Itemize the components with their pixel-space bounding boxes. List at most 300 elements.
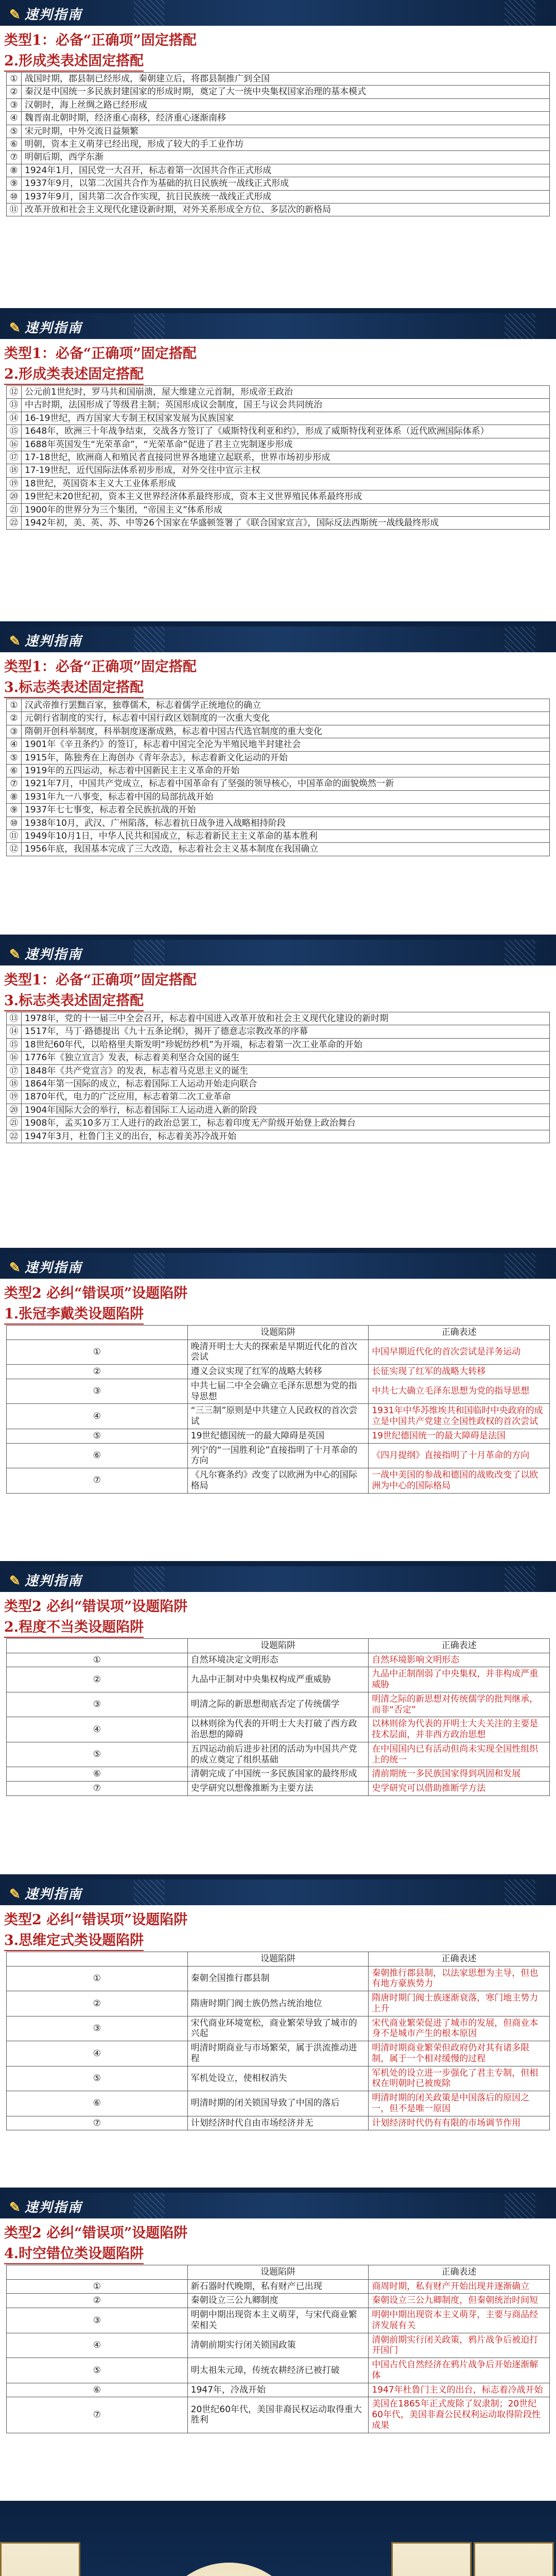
banner-deco-left: [134, 940, 165, 965]
subtitle-underline: [4, 1950, 144, 1951]
table-row: [7, 790, 550, 803]
row-text: 1648年，欧洲三十年战争结束，交战各方签订了《威斯特伐利亚和约》，形成了威斯特伐利亚体系（近代欧洲国际体系）: [22, 425, 550, 438]
row-text: 17-19世纪，近代国际法体系初步形成，对外交往中宣示主权: [22, 464, 550, 477]
table-header-row: [7, 1952, 550, 1967]
correct-cell: 《四月提纲》直接指明了十月革命的方向: [369, 1443, 550, 1468]
table-row: [7, 451, 550, 464]
trap-cell: 五四运动前后进步社团的活动为中国共产党的成立奠定了组织基础: [187, 1742, 369, 1767]
header-cell: 正确表述: [369, 1326, 550, 1340]
row-text: 改革开放和社会主义现代化建设新时期，对外关系形成全方位、多层次的新格局: [22, 203, 550, 216]
row-number: ⑮: [7, 1038, 22, 1051]
row-number: ⑦: [7, 1468, 188, 1493]
table-row: [7, 1091, 550, 1104]
row-number: ③: [7, 1692, 188, 1717]
folding-screen-right-2: [474, 2542, 554, 2576]
table-row: [7, 829, 550, 842]
correct-cell: 长征实现了红军的战略大转移: [369, 1365, 550, 1379]
correct-cell: 中共七大确立毛泽东思想为党的指导思想: [369, 1379, 550, 1403]
slide-subtitle-text: 4.时空错位类设题陷阱: [4, 2246, 144, 2262]
row-number: ⑱: [7, 464, 22, 477]
slide-subtitle: [4, 2242, 144, 2264]
banner-deco-left: [134, 313, 165, 339]
trap-cell: 《凡尔赛条约》改变了以欧洲为中心的国际格局: [187, 1468, 369, 1493]
table-row: [7, 464, 550, 477]
correct-cell: 明朝中期出现资本主义萌芽，主要与商品经济发展有关: [369, 2308, 550, 2333]
table-row: [7, 1966, 550, 1991]
correct-cell: 1931年中华苏维埃共和国临时中央政府的成立是中国共产党建立全国性政权的首次尝试: [369, 1404, 550, 1429]
banner-deco-left: [134, 1879, 165, 1905]
banner: [0, 940, 556, 965]
slide-3: [0, 626, 556, 940]
banner: [0, 1879, 556, 1905]
slide-footer-bar: [0, 2188, 556, 2193]
subtitle-underline: [4, 71, 144, 72]
row-text: 1776年《独立宣言》发表，标志着美利坚合众国的诞生: [22, 1052, 550, 1064]
row-number: ①: [7, 1966, 188, 1991]
table-row: [7, 86, 550, 98]
row-number: ⑩: [7, 817, 22, 829]
row-text: 1937年9月，国共第二次合作实现，抗日民族统一战线正式形成: [22, 190, 550, 203]
row-number: ⑮: [7, 425, 22, 438]
header-cell: 设题陷阱: [187, 1952, 369, 1967]
row-text: 明朝后期，西学东渐: [22, 151, 550, 164]
slide-4: [0, 940, 556, 1253]
fact-table: [6, 699, 550, 856]
header-cell: 正确表述: [369, 2265, 550, 2280]
correct-cell: 中国古代自然经济在鸦片战争后开始逐渐解体: [369, 2358, 550, 2383]
row-text: 魏晋南北朝时期，经济重心南移，经济重心逐渐南移: [22, 112, 550, 125]
correct-cell: 1947年杜鲁门主义的出台，标志着冷战开始: [369, 2383, 550, 2397]
row-number: ②: [7, 1991, 188, 2016]
slide-title: 类型2 必纠“错误项”设题陷阱: [4, 1599, 188, 1615]
banner-deco-left: [134, 0, 165, 26]
table-row: [7, 1025, 550, 1038]
row-text: 19世纪末20世纪初，资本主义世界经济体系最终形成，资本主义世界殖民体系最终形成: [22, 490, 550, 503]
trap-cell: 计划经济时代自由市场经济并无: [187, 2116, 369, 2130]
banner-label: 速判指南: [24, 1260, 82, 1276]
row-text: 1947年3月，杜鲁门主义的出台，标志着美苏冷战开始: [22, 1130, 550, 1143]
table-row: [7, 412, 550, 425]
row-number: ③: [7, 98, 22, 111]
row-text: 明朝，资本主义萌芽已经出现，形成了较大的手工业作坊: [22, 138, 550, 150]
row-number: ⑬: [7, 399, 22, 412]
banner-deco-right: [505, 313, 535, 339]
banner-deco-left: [134, 626, 165, 652]
trap-cell: 列宁的“一国胜利论”直接指明了十月革命的方向: [187, 1443, 369, 1468]
row-number: ⑧: [7, 164, 22, 177]
row-text: 1919年的五四运动，标志着中国新民主主义革命的开始: [22, 764, 550, 777]
trap-cell: 以林则徐为代表的开明士大夫打破了西方政治思想的障碍: [187, 1717, 369, 1742]
slide-subtitle-text: 2.程度不当类设题陷阱: [4, 1619, 144, 1635]
row-number: ⑪: [7, 829, 22, 842]
table-row: [7, 1443, 550, 1468]
banner: [0, 1253, 556, 1279]
table-row: [7, 516, 550, 529]
table-row: [7, 1012, 550, 1025]
table-row: [7, 112, 550, 125]
banner-deco-right: [505, 626, 535, 652]
trap-cell: 明朝中期出现资本主义萌芽，与宋代商业繁荣相关: [187, 2308, 369, 2333]
table-row: [7, 177, 550, 190]
row-number: ③: [7, 2016, 188, 2041]
row-number: ⑤: [7, 751, 22, 764]
header-cell: 设题陷阱: [187, 1326, 369, 1340]
banner: [0, 1566, 556, 1592]
table-row: [7, 2279, 550, 2294]
header-num: [7, 1639, 188, 1653]
table-row: [7, 777, 550, 790]
trap-cell: 1947年，冷战开始: [187, 2383, 369, 2397]
slide-subtitle: [4, 1616, 144, 1638]
banner-title: [9, 1257, 82, 1276]
trap-cell: 明清时期商业与市场繁荣，属于洪流推动进程: [187, 2041, 369, 2066]
correct-cell: 明清时期商业繁荣但政府仍对其有诸多限制，属于一个相对缓慢的过程: [369, 2041, 550, 2066]
slide-footer-bar: [0, 1874, 556, 1879]
trap-cell: 军机处设立，使相权消失: [187, 2066, 369, 2091]
slide-subtitle: [4, 676, 144, 698]
row-number: ⑰: [7, 1064, 22, 1077]
trap-cell: 明太祖朱元璋，传统农耕经济已被打破: [187, 2358, 369, 2383]
table-row: [7, 2016, 550, 2041]
slide-subtitle-text: 2.形成类表述固定搭配: [4, 53, 144, 69]
row-number: ⑥: [7, 1443, 188, 1468]
pen-icon: ✎: [9, 1887, 22, 1902]
slide-title: 类型2 必纠“错误项”设题陷阱: [4, 1285, 188, 1301]
slide-subtitle-text: 3.思维定式类设题陷阱: [4, 1933, 144, 1948]
fact-table: [6, 72, 550, 216]
banner-title: [9, 4, 82, 23]
trap-cell: 隋唐时期门阀士族仍然占统治地位: [187, 1991, 369, 2016]
table-row: [7, 1052, 550, 1064]
slide-title: 类型1：必备“正确项”固定搭配: [4, 32, 197, 48]
table-row: [7, 2308, 550, 2333]
header-cell: 设题陷阱: [187, 1639, 369, 1653]
trap-cell: 九品中正制对中央集权构成严重威胁: [187, 1667, 369, 1692]
table-row: [7, 164, 550, 177]
row-text: 1978年，党的十一届三中全会召开，标志着中国进入改革开放和社会主义现代化建设的新时期: [22, 1012, 550, 1025]
row-number: ⑦: [7, 2116, 188, 2130]
table-row: [7, 1365, 550, 1379]
row-number: ㉒: [7, 516, 22, 529]
pen-icon: ✎: [9, 634, 22, 649]
banner-deco-left: [134, 1566, 165, 1592]
row-number: ①: [7, 1340, 188, 1364]
row-number: ⑰: [7, 451, 22, 464]
subtitle-underline: [4, 1010, 144, 1011]
table-row: [7, 399, 550, 412]
table-row: [7, 1379, 550, 1403]
row-number: ④: [7, 2041, 188, 2066]
trap-cell: 20世纪60年代，美国非裔民权运动取得重大胜利: [187, 2397, 369, 2433]
banner-label: 速判指南: [24, 1573, 82, 1589]
row-number: ⑬: [7, 1012, 22, 1025]
row-number: ⑯: [7, 1052, 22, 1064]
row-text: 公元前1世纪时，罗马共和国崩溃，屋大维建立元首制，形成帝王政治: [22, 386, 550, 399]
row-number: ⑤: [7, 1429, 188, 1443]
banner-title: [9, 1570, 82, 1589]
fact-table: [6, 385, 550, 530]
correct-cell: 以林则徐为代表的开明士大夫关注的主要是技术层面，并非西方政治思想: [369, 1717, 550, 1742]
correct-cell: 在中国国内已有活动但尚未实现全国性组织上的统一: [369, 1742, 550, 1767]
row-number: ⑲: [7, 477, 22, 490]
table-row: [7, 1742, 550, 1767]
banner-deco-right: [505, 1253, 535, 1279]
header-cell: 正确表述: [369, 1952, 550, 1967]
table-row: [7, 764, 550, 777]
subtitle-underline: [4, 1637, 144, 1638]
row-number: ②: [7, 1365, 188, 1379]
row-number: ⑥: [7, 1767, 188, 1782]
header-num: [7, 1326, 188, 1340]
slide-7: [0, 1879, 556, 2193]
slide-5: [0, 1253, 556, 1566]
row-number: ㉑: [7, 503, 22, 516]
row-text: 1937年9月，以第二次国共合作为基础的抗日民族统一战线正式形成: [22, 177, 550, 190]
correct-cell: 明清之际的新思想对传统儒学的批判继承，而非“否定”: [369, 1692, 550, 1717]
table-row: [7, 2333, 550, 2358]
row-number: ②: [7, 2294, 188, 2308]
trap-cell: 秦朝设立三公九卿制度: [187, 2294, 369, 2308]
pen-icon: ✎: [9, 1260, 22, 1276]
row-number: ⑤: [7, 125, 22, 138]
pen-icon: ✎: [9, 320, 22, 336]
banner-title: [9, 317, 82, 336]
table-row: [7, 751, 550, 764]
row-number: ⑫: [7, 386, 22, 399]
trap-cell: 宋代商业环境宽松，商业繁荣导致了城市的兴起: [187, 2016, 369, 2041]
table-row: [7, 738, 550, 751]
row-number: ⑪: [7, 203, 22, 216]
row-text: 18世纪60年代，以哈格里夫斯发明“珍妮纺纱机”为开端，标志着第一次工业革命的开始: [22, 1038, 550, 1051]
slide-title: 类型2 必纠“错误项”设题陷阱: [4, 1912, 188, 1928]
row-text: 汉武帝推行罢黜百家，独尊儒术，标志着儒学正统地位的确立: [22, 699, 550, 712]
table-row: [7, 1404, 550, 1429]
row-text: 1848年《共产党宣言》的发表，标志着马克思主义的诞生: [22, 1064, 550, 1077]
trap-cell: “三三制”原则是中共建立人民政权的首次尝试: [187, 1404, 369, 1429]
slide-title: 类型1：必备“正确项”固定搭配: [4, 972, 197, 988]
slide-subtitle-text: 1.张冠李戴类设题陷阱: [4, 1306, 144, 1322]
row-text: 1870年代，电力的广泛应用，标志着第二次工业革命: [22, 1091, 550, 1104]
banner-label: 速判指南: [24, 7, 82, 23]
banner-title: [9, 1884, 82, 1903]
correct-cell: 中国早期近代化的首次尝试是洋务运动: [369, 1340, 550, 1364]
table-row: [7, 1340, 550, 1364]
row-number: ④: [7, 738, 22, 751]
row-text: 1956年底，我国基本完成了三大改造，标志着社会主义基本制度在我国确立: [22, 843, 550, 856]
banner-title: [9, 631, 82, 650]
slide-footer-bar: [0, 935, 556, 940]
pen-icon: ✎: [9, 1573, 22, 1589]
row-number: ⑳: [7, 1104, 22, 1116]
correct-cell: 军机处的设立进一步强化了君主专制，但相权在明朝时已被废除: [369, 2066, 550, 2091]
table-row: [7, 1130, 550, 1143]
table-row: [7, 477, 550, 490]
table-row: [7, 1038, 550, 1051]
header-cell: 正确表述: [369, 1639, 550, 1653]
row-number: ⑥: [7, 2091, 188, 2116]
folding-screen-left: [0, 2542, 80, 2576]
row-text: 1949年10月1日，中华人民共和国成立，标志着新民主主义革命的基本胜利: [22, 829, 550, 842]
row-text: 1937年七七事变，标志着全民族抗战的开始: [22, 804, 550, 817]
row-text: 1688年英国发生“光荣革命”，“光荣革命”促进了君主立宪制逐步形成: [22, 438, 550, 451]
correct-cell: 秦朝设立三公九卿制度，但秦朝统治时间短: [369, 2294, 550, 2308]
table-row: [7, 712, 550, 725]
row-number: ⑦: [7, 1782, 188, 1796]
table-row: [7, 1117, 550, 1130]
banner: [0, 313, 556, 339]
slide-subtitle: [4, 1929, 144, 1951]
banner: [0, 0, 556, 26]
table-row: [7, 2091, 550, 2116]
subtitle-underline: [4, 2263, 144, 2264]
row-text: 1864年第一国际的成立，标志着国际工人运动开始走向联合: [22, 1077, 550, 1090]
banner-label: 速判指南: [24, 2200, 82, 2215]
trap-table: [6, 1952, 550, 2130]
row-text: 1901年《辛丑条约》的签订，标志着中国完全沦为半殖民地半封建社会: [22, 738, 550, 751]
table-row: [7, 1991, 550, 2016]
table-row: [7, 98, 550, 111]
slide-footer-bar: [0, 308, 556, 313]
table-row: [7, 490, 550, 503]
row-number: ②: [7, 712, 22, 725]
slide-title: 类型2 必纠“错误项”设题陷阱: [4, 2225, 188, 2241]
banner-deco-right: [505, 2193, 535, 2218]
row-text: 隋朝开创科举制度，科举制度逐渐成熟，标志着中国古代选官制度的重大变化: [22, 725, 550, 738]
table-row: [7, 2397, 550, 2433]
trap-cell: 清朝前期实行闭关锁国政策: [187, 2333, 369, 2358]
row-number: ③: [7, 725, 22, 738]
row-text: 1908年，孟买10多万工人进行的政治总罢工，标志着印度无产阶级开始登上政治舞台: [22, 1117, 550, 1130]
row-number: ②: [7, 1667, 188, 1692]
slide-footer-bar: [0, 621, 556, 626]
row-number: ⑤: [7, 1742, 188, 1767]
trap-cell: 秦朝全国推行郡县制: [187, 1966, 369, 1991]
banner-deco-right: [505, 940, 535, 965]
row-text: 1924年1月，国民党一大召开，标志着第一次国共合作正式形成: [22, 164, 550, 177]
trap-cell: 明清之际的新思想彻底否定了传统儒学: [187, 1692, 369, 1717]
slide-subtitle: [4, 363, 144, 385]
header-num: [7, 2265, 188, 2280]
table-row: [7, 817, 550, 829]
table-row: [7, 503, 550, 516]
trap-cell: 清朝完成了中国统一多民族国家的最终形成: [187, 1767, 369, 1782]
row-text: 1921年7月，中国共产党成立，标志着中国革命有了坚强的领导核心，中国革命的面貌焕然一新: [22, 777, 550, 790]
row-text: 1915年，陈独秀在上海创办《青年杂志》，标志着新文化运动的开始: [22, 751, 550, 764]
row-number: ⑨: [7, 804, 22, 817]
table-row: [7, 725, 550, 738]
row-text: 1904年国际大会的举行，标志着国际工人运动进入新的阶段: [22, 1104, 550, 1116]
banner-label: 速判指南: [24, 320, 82, 336]
table-row: [7, 151, 550, 164]
banner-deco-right: [505, 0, 535, 26]
row-text: 1942年初，美、英、苏、中等26个国家在华盛顿签署了《联合国家宣言》，国际反法西斯统一战线最终形成: [22, 516, 550, 529]
row-text: 秦汉是中国统一多民族封建国家的形成时期，奠定了大一统中央集权国家治理的基本模式: [22, 86, 550, 98]
row-text: 18世纪，英国资本主义大工业体系形成: [22, 477, 550, 490]
row-text: 1900年的世界分为三个集团，“帝国主义”体系形成: [22, 503, 550, 516]
table-row: [7, 699, 550, 712]
table-row: [7, 1717, 550, 1742]
row-number: ④: [7, 2333, 188, 2358]
subtitle-underline: [4, 384, 144, 385]
correct-cell: 商周时期，私有财产开始出现并逐渐确立: [369, 2279, 550, 2294]
trap-cell: 中共七届二中全会确立毛泽东思想为党的指导思想: [187, 1379, 369, 1403]
row-number: ③: [7, 2308, 188, 2333]
row-number: ⑯: [7, 438, 22, 451]
banner: [0, 2193, 556, 2218]
table-row: [7, 1077, 550, 1090]
table-header-row: [7, 1639, 550, 1653]
slide-subtitle-text: 3.标志类表述固定搭配: [4, 680, 144, 696]
row-number: ⑭: [7, 412, 22, 425]
trap-table: [6, 1325, 550, 1494]
trap-cell: 19世纪德国统一的最大障碍是英国: [187, 1429, 369, 1443]
table-row: [7, 138, 550, 150]
correct-cell: 史学研究可以借助推断学方法: [369, 1782, 550, 1796]
row-number: ①: [7, 73, 22, 86]
banner-label: 速判指南: [24, 947, 82, 962]
row-number: ⑫: [7, 843, 22, 856]
row-number: ⑨: [7, 177, 22, 190]
correct-cell: 清朝前期实行闭关政策，鸦片战争后被迫打开国门: [369, 2333, 550, 2358]
row-text: 中古时期，法国形成了等级君主制；英国形成议会制度，国王与议会共同统治: [22, 399, 550, 412]
correct-cell: 九品中正制削弱了中央集权，并非构成严重威胁: [369, 1667, 550, 1692]
row-number: ㉒: [7, 1130, 22, 1143]
table-row: [7, 2116, 550, 2130]
trap-cell: 明清时期的闭关锁国导致了中国的落后: [187, 2091, 369, 2116]
row-text: 战国时期，郡县制已经形成，秦朝建立后，将郡县制推广到全国: [22, 73, 550, 86]
correct-cell: 自然环境影响文明形态: [369, 1653, 550, 1667]
slide-6: [0, 1566, 556, 1879]
pen-icon: ✎: [9, 7, 22, 23]
row-number: ⑱: [7, 1077, 22, 1090]
row-number: ②: [7, 86, 22, 98]
correct-cell: 秦朝推行郡县制，以法家思想为主导，但也有地方豪族势力: [369, 1966, 550, 1991]
row-number: ①: [7, 699, 22, 712]
row-text: 宋元时期，中外交流日益频繁: [22, 125, 550, 138]
slide-footer-bar: [0, 1248, 556, 1253]
trap-table: [6, 1638, 550, 1796]
pen-icon: ✎: [9, 2200, 22, 2215]
banner-deco-right: [505, 1879, 535, 1905]
subtitle-underline: [4, 1324, 144, 1325]
row-number: ㉑: [7, 1117, 22, 1130]
trap-cell: 晚清开明士大夫的探索是早期近代化的首次尝试: [187, 1340, 369, 1364]
row-number: ④: [7, 112, 22, 125]
correct-cell: 美国在1865年正式废除了奴隶制；20世纪60年代，美国非裔公民权利运动取得阶段性成果: [369, 2397, 550, 2433]
row-number: ⑦: [7, 2397, 188, 2433]
banner-deco-right: [505, 1566, 535, 1592]
row-number: ⑦: [7, 151, 22, 164]
row-number: ⑭: [7, 1025, 22, 1038]
table-row: [7, 843, 550, 856]
row-number: ⑧: [7, 790, 22, 803]
folding-screen-right-1: [391, 2542, 472, 2576]
table-row: [7, 1429, 550, 1443]
table-row: [7, 2066, 550, 2091]
trap-cell: 史学研究以想像推断为主要方法: [187, 1782, 369, 1796]
table-row: [7, 125, 550, 138]
correct-cell: 隋唐时期门阀士族逐渐衰落，寒门地主势力上升: [369, 1991, 550, 2016]
row-text: 汉朝时，海上丝绸之路已经形成: [22, 98, 550, 111]
row-number: ⑥: [7, 764, 22, 777]
row-text: 17-18世纪，欧洲商人和殖民者直接同世界各地建立起联系，世界市场初步形成: [22, 451, 550, 464]
trap-cell: 新石器时代晚期，私有财产已出现: [187, 2279, 369, 2294]
table-row: [7, 203, 550, 216]
row-text: 1938年10月，武汉、广州陷落，标志着抗日战争进入战略相持阶段: [22, 817, 550, 829]
table-row: [7, 190, 550, 203]
row-text: 1931年九一八事变，标志着中国的局部抗战开始: [22, 790, 550, 803]
row-number: ⑤: [7, 2358, 188, 2383]
